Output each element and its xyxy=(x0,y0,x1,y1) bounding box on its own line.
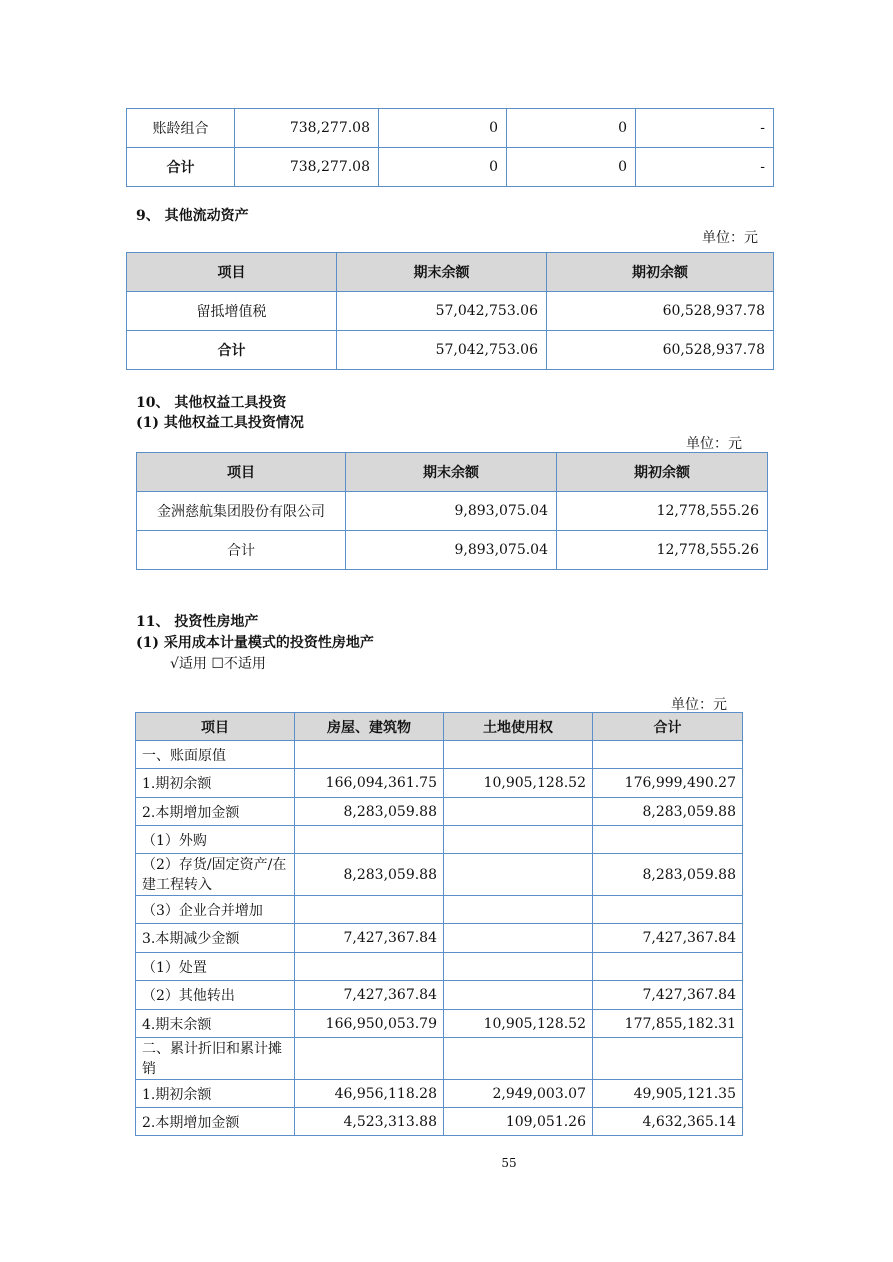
header-cell: 项目 xyxy=(137,453,346,492)
cell xyxy=(295,953,444,981)
cell: 1.期初余额 xyxy=(136,1080,295,1108)
header-cell: 土地使用权 xyxy=(444,713,593,741)
cell: 8,283,059.88 xyxy=(593,798,743,826)
cell xyxy=(295,1038,444,1080)
table-row xyxy=(136,981,743,1010)
cell xyxy=(444,924,593,953)
aging-table xyxy=(126,108,774,187)
cell xyxy=(444,953,593,981)
section-11-title: 11、 投资性房地产 xyxy=(136,614,259,630)
cell: 2.本期增加金额 xyxy=(136,798,295,826)
cell: 0 xyxy=(507,109,636,148)
table-row xyxy=(127,292,774,331)
cell: 4,632,365.14 xyxy=(593,1108,743,1136)
table-row xyxy=(136,1010,743,1038)
cell: 57,042,753.06 xyxy=(337,331,547,370)
cell: 1.期初余额 xyxy=(136,769,295,798)
cell: （1）处置 xyxy=(136,953,295,981)
cell: 7,427,367.84 xyxy=(593,924,743,953)
cell: （1）外购 xyxy=(136,826,295,854)
applicability-options: √适用 ☐不适用 xyxy=(170,656,266,672)
cell xyxy=(444,826,593,854)
cell: （2）其他转出 xyxy=(136,981,295,1010)
cell xyxy=(295,826,444,854)
cell: 60,528,937.78 xyxy=(547,292,774,331)
cell: （3）企业合并增加 xyxy=(136,896,295,924)
cell xyxy=(295,896,444,924)
header-cell: 合计 xyxy=(593,713,743,741)
cell: 7,427,367.84 xyxy=(593,981,743,1010)
cell: 12,778,555.26 xyxy=(557,492,768,531)
cell xyxy=(593,826,743,854)
cell: 8,283,059.88 xyxy=(593,854,743,896)
cell: 176,999,490.27 xyxy=(593,769,743,798)
section-10-subtitle: (1) 其他权益工具投资情况 xyxy=(136,415,304,431)
cell: 57,042,753.06 xyxy=(337,292,547,331)
header-cell: 房屋、建筑物 xyxy=(295,713,444,741)
cell: 一、账面原值 xyxy=(136,741,295,769)
equity-investment-table xyxy=(136,452,768,570)
table-header-row xyxy=(137,453,768,492)
cell xyxy=(593,1038,743,1080)
table-row xyxy=(127,331,774,370)
section-9-unit: 单位：元 xyxy=(702,230,758,246)
cell xyxy=(444,741,593,769)
cell: 738,277.08 xyxy=(235,148,379,187)
table-row xyxy=(137,531,768,570)
cell: 3.本期减少金额 xyxy=(136,924,295,953)
section-11-unit: 单位：元 xyxy=(671,697,727,713)
table-row xyxy=(136,924,743,953)
table-row xyxy=(136,854,743,896)
investment-property-table xyxy=(135,712,743,1136)
cell: （2）存货/固定资产/在建工程转入 xyxy=(136,854,295,896)
cell: 8,283,059.88 xyxy=(295,798,444,826)
table-row xyxy=(136,896,743,924)
cell: 8,283,059.88 xyxy=(295,854,444,896)
section-9-title: 9、 其他流动资产 xyxy=(136,208,249,224)
cell: 0 xyxy=(379,109,507,148)
cell: 738,277.08 xyxy=(235,109,379,148)
cell: 10,905,128.52 xyxy=(444,1010,593,1038)
cell xyxy=(593,896,743,924)
header-cell: 期末余额 xyxy=(346,453,557,492)
cell: 0 xyxy=(379,148,507,187)
section-10-title: 10、 其他权益工具投资 xyxy=(136,395,287,411)
cell xyxy=(444,981,593,1010)
cell: 7,427,367.84 xyxy=(295,981,444,1010)
cell: 166,950,053.79 xyxy=(295,1010,444,1038)
cell: 4,523,313.88 xyxy=(295,1108,444,1136)
section-11-subtitle: (1) 采用成本计量模式的投资性房地产 xyxy=(136,635,374,651)
cell: 9,893,075.04 xyxy=(346,531,557,570)
cell: 109,051.26 xyxy=(444,1108,593,1136)
cell: 0 xyxy=(507,148,636,187)
cell: 2,949,003.07 xyxy=(444,1080,593,1108)
cell: 7,427,367.84 xyxy=(295,924,444,953)
cell: 46,956,118.28 xyxy=(295,1080,444,1108)
cell: 4.期末余额 xyxy=(136,1010,295,1038)
table-row xyxy=(137,492,768,531)
cell: 10,905,128.52 xyxy=(444,769,593,798)
header-cell: 期初余额 xyxy=(557,453,768,492)
table-row xyxy=(127,109,774,148)
section-10-unit: 单位：元 xyxy=(686,436,742,452)
cell: 177,855,182.31 xyxy=(593,1010,743,1038)
table-row xyxy=(136,1038,743,1080)
header-cell: 项目 xyxy=(127,253,337,292)
table-row xyxy=(136,769,743,798)
table-header-row xyxy=(136,713,743,741)
cell: 二、累计折旧和累计摊销 xyxy=(136,1038,295,1080)
header-cell: 项目 xyxy=(136,713,295,741)
cell: 合计 xyxy=(137,531,346,570)
cell: - xyxy=(636,148,774,187)
cell xyxy=(593,741,743,769)
cell: 2.本期增加金额 xyxy=(136,1108,295,1136)
cell xyxy=(295,741,444,769)
table-row xyxy=(127,148,774,187)
page-number: 55 xyxy=(501,1156,517,1170)
cell: 9,893,075.04 xyxy=(346,492,557,531)
cell: - xyxy=(636,109,774,148)
cell xyxy=(593,953,743,981)
header-cell: 期初余额 xyxy=(547,253,774,292)
cell xyxy=(444,854,593,896)
table-row xyxy=(136,826,743,854)
cell: 金洲慈航集团股份有限公司 xyxy=(137,492,346,531)
other-current-assets-table xyxy=(126,252,774,370)
table-row xyxy=(136,1108,743,1136)
table-row xyxy=(136,1080,743,1108)
cell: 合计 xyxy=(127,331,337,370)
cell: 留抵增值税 xyxy=(127,292,337,331)
row-label: 账龄组合 xyxy=(127,109,235,148)
cell xyxy=(444,798,593,826)
header-cell: 期末余额 xyxy=(337,253,547,292)
table-row xyxy=(136,798,743,826)
cell: 12,778,555.26 xyxy=(557,531,768,570)
cell: 166,094,361.75 xyxy=(295,769,444,798)
cell: 60,528,937.78 xyxy=(547,331,774,370)
cell xyxy=(444,1038,593,1080)
table-row xyxy=(136,741,743,769)
cell: 49,905,121.35 xyxy=(593,1080,743,1108)
table-row xyxy=(136,953,743,981)
row-label: 合计 xyxy=(127,148,235,187)
cell xyxy=(444,896,593,924)
table-header-row xyxy=(127,253,774,292)
